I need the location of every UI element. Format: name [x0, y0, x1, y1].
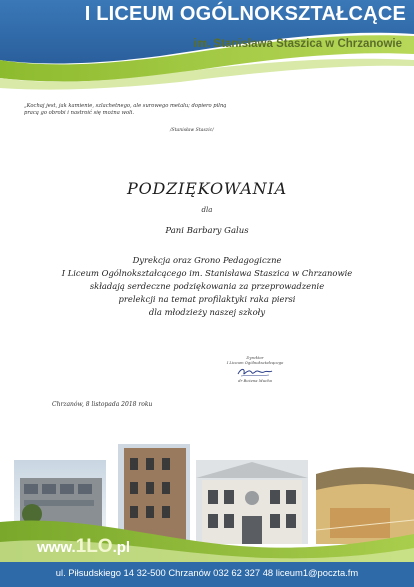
- signature-name: dr Bożena Mucha: [238, 378, 272, 383]
- for-word: dla: [201, 206, 213, 214]
- body-line: Dyrekcja oraz Grono Pedagogiczne: [132, 255, 282, 265]
- url-suffix: .pl: [112, 539, 131, 556]
- photo-old-building: [118, 444, 190, 542]
- url-prefix: www.: [37, 539, 76, 556]
- school-name-title: I LICEUM OGÓLNOKSZTAŁCĄCE: [84, 3, 406, 25]
- photo-sports-hall: [316, 467, 414, 544]
- body-line: prelekcji na temat profilaktyki raka piersi: [118, 294, 296, 304]
- signature-block: [220, 355, 290, 383]
- signature-role-2: I Liceum Ogólnokształcącego: [226, 360, 284, 365]
- handwritten-signature: [235, 366, 275, 378]
- body-line: dla młodzieży naszej szkoły: [148, 307, 266, 317]
- recipient-name: Pani Barbary Galus: [165, 226, 249, 236]
- website-url[interactable]: [37, 536, 130, 558]
- photo-school-facade: [196, 460, 308, 544]
- body-line: I Liceum Ogólnokształcącego im. Stanisława Staszica w Chrzanowie: [61, 268, 353, 278]
- school-patron-subtitle: im. Stanisława Staszica w Chrzanowie: [193, 38, 402, 50]
- body-line: składają serdeczne podziękowania za przeprowadzenie: [89, 281, 325, 291]
- issue-date: Chrzanów, 8 listopada 2018 roku: [52, 401, 153, 408]
- url-main: 1LO: [75, 536, 113, 557]
- signature-role-1: Dyrektor: [246, 355, 264, 360]
- motto-source: /Stanisław Staszic/: [170, 128, 214, 133]
- footer-contact: ul. Piłsudskiego 14 32-500 Chrzanów 032 62 327 48 liceum1@poczta.fm: [55, 567, 359, 578]
- motto-quote: „Kochaj jest, jak kamienie, szlachetnego, ale surowego metalu; dopiero pilną pracą go obrobi i nastroić się można woli.: [24, 103, 227, 116]
- certificate-body: [0, 254, 414, 319]
- certificate-title: PODZIĘKOWANIA: [127, 179, 287, 198]
